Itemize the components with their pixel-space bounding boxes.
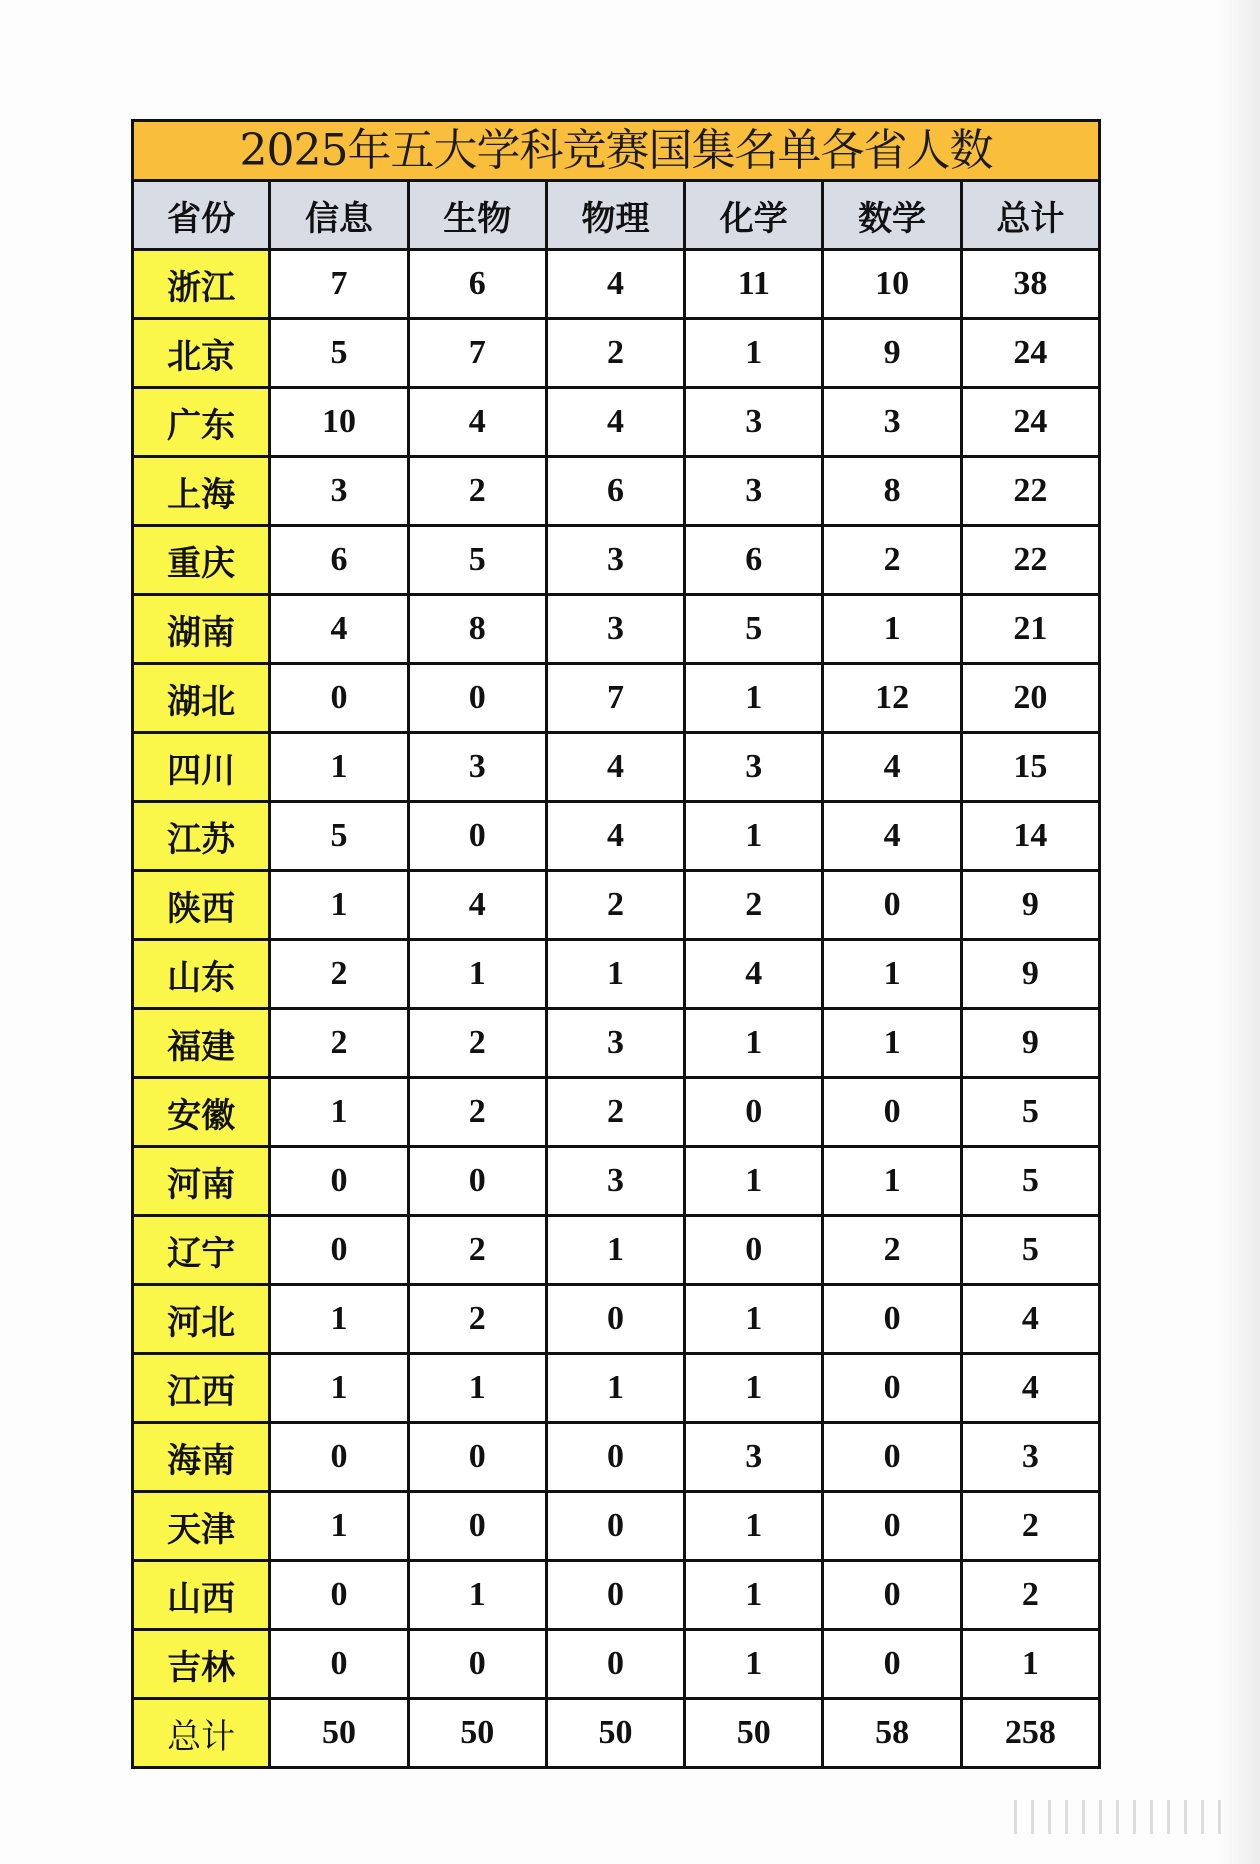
count-cell: 0 [407, 1148, 545, 1214]
count-cell: 4 [821, 734, 959, 800]
count-cell: 2 [407, 1217, 545, 1283]
count-cell: 1 [683, 1631, 821, 1697]
count-cell: 0 [407, 1493, 545, 1559]
province-cell: 海南 [134, 1424, 268, 1490]
count-cell: 6 [545, 458, 683, 524]
count-cell: 0 [407, 1631, 545, 1697]
count-cell: 3 [545, 596, 683, 662]
count-cell: 3 [407, 734, 545, 800]
count-cell: 3 [960, 1424, 1098, 1490]
count-cell: 2 [407, 1286, 545, 1352]
count-cell: 2 [268, 1010, 406, 1076]
province-cell: 山东 [134, 941, 268, 1007]
total-cell: 50 [407, 1700, 545, 1766]
count-cell: 11 [683, 251, 821, 317]
count-cell: 0 [268, 1217, 406, 1283]
table-row [134, 1079, 1098, 1148]
count-cell: 3 [545, 527, 683, 593]
count-cell: 1 [545, 1355, 683, 1421]
header-cell: 省份 [134, 182, 268, 248]
count-cell: 1 [821, 1010, 959, 1076]
province-cell: 上海 [134, 458, 268, 524]
table-row [134, 1631, 1098, 1700]
count-cell: 2 [407, 1010, 545, 1076]
count-cell: 1 [268, 1355, 406, 1421]
count-cell: 8 [407, 596, 545, 662]
count-cell: 1 [268, 872, 406, 938]
count-cell: 2 [960, 1562, 1098, 1628]
count-cell: 9 [821, 320, 959, 386]
count-cell: 2 [545, 1079, 683, 1145]
count-cell: 4 [407, 389, 545, 455]
count-cell: 3 [545, 1148, 683, 1214]
count-cell: 4 [268, 596, 406, 662]
count-cell: 24 [960, 320, 1098, 386]
count-cell: 4 [683, 941, 821, 1007]
count-cell: 4 [545, 734, 683, 800]
count-cell: 5 [407, 527, 545, 593]
province-cell: 广东 [134, 389, 268, 455]
count-cell: 1 [683, 665, 821, 731]
count-cell: 1 [683, 320, 821, 386]
province-cell: 福建 [134, 1010, 268, 1076]
count-cell: 7 [268, 251, 406, 317]
province-cell: 天津 [134, 1493, 268, 1559]
table-row [134, 458, 1098, 527]
table-row [134, 1493, 1098, 1562]
count-cell: 20 [960, 665, 1098, 731]
count-cell: 2 [683, 872, 821, 938]
count-cell: 0 [407, 803, 545, 869]
watermark [1000, 1800, 1230, 1834]
header-cell: 信息 [268, 182, 406, 248]
count-cell: 5 [268, 320, 406, 386]
count-cell: 0 [545, 1286, 683, 1352]
count-cell: 1 [268, 1493, 406, 1559]
header-cell: 总计 [960, 182, 1098, 248]
total-cell: 58 [821, 1700, 959, 1766]
count-cell: 9 [960, 941, 1098, 1007]
table-row [134, 665, 1098, 734]
count-cell: 0 [821, 1493, 959, 1559]
province-cell: 辽宁 [134, 1217, 268, 1283]
count-cell: 0 [545, 1493, 683, 1559]
count-cell: 10 [821, 251, 959, 317]
count-cell: 2 [960, 1493, 1098, 1559]
province-cell: 安徽 [134, 1079, 268, 1145]
province-cell: 山西 [134, 1562, 268, 1628]
count-cell: 1 [683, 1286, 821, 1352]
count-cell: 7 [407, 320, 545, 386]
count-cell: 0 [545, 1631, 683, 1697]
province-cell: 河北 [134, 1286, 268, 1352]
count-cell: 15 [960, 734, 1098, 800]
count-cell: 4 [960, 1355, 1098, 1421]
count-cell: 6 [268, 527, 406, 593]
count-cell: 1 [268, 1079, 406, 1145]
count-cell: 0 [683, 1079, 821, 1145]
header-cell: 生物 [407, 182, 545, 248]
count-cell: 1 [268, 734, 406, 800]
count-cell: 1 [683, 1148, 821, 1214]
count-cell: 0 [821, 872, 959, 938]
count-cell: 6 [683, 527, 821, 593]
count-cell: 4 [545, 251, 683, 317]
count-cell: 9 [960, 872, 1098, 938]
count-cell: 1 [268, 1286, 406, 1352]
count-cell: 0 [821, 1631, 959, 1697]
count-cell: 2 [821, 1217, 959, 1283]
count-cell: 3 [683, 458, 821, 524]
count-cell: 1 [407, 1355, 545, 1421]
table-title: 2025年五大学科竞赛国集名单各省人数 [134, 122, 1098, 182]
count-cell: 1 [960, 1631, 1098, 1697]
table-row [134, 941, 1098, 1010]
count-cell: 12 [821, 665, 959, 731]
count-cell: 0 [268, 1424, 406, 1490]
header-cell: 物理 [545, 182, 683, 248]
table-row [134, 1562, 1098, 1631]
count-cell: 0 [821, 1424, 959, 1490]
totals-label: 总计 [134, 1700, 268, 1766]
count-cell: 0 [268, 1148, 406, 1214]
count-cell: 0 [821, 1079, 959, 1145]
count-cell: 2 [545, 872, 683, 938]
count-cell: 6 [407, 251, 545, 317]
count-cell: 24 [960, 389, 1098, 455]
count-cell: 0 [821, 1286, 959, 1352]
count-cell: 8 [821, 458, 959, 524]
count-cell: 1 [545, 1217, 683, 1283]
count-cell: 14 [960, 803, 1098, 869]
province-cell: 浙江 [134, 251, 268, 317]
table-row [134, 1424, 1098, 1493]
count-cell: 0 [545, 1562, 683, 1628]
count-cell: 4 [821, 803, 959, 869]
count-cell: 3 [683, 734, 821, 800]
count-cell: 1 [821, 596, 959, 662]
province-cell: 重庆 [134, 527, 268, 593]
count-cell: 4 [407, 872, 545, 938]
count-cell: 3 [821, 389, 959, 455]
count-cell: 1 [407, 1562, 545, 1628]
province-cell: 吉林 [134, 1631, 268, 1697]
province-cell: 江苏 [134, 803, 268, 869]
count-cell: 5 [960, 1148, 1098, 1214]
table-row [134, 1148, 1098, 1217]
count-cell: 3 [683, 1424, 821, 1490]
table-row [134, 389, 1098, 458]
table-row [134, 320, 1098, 389]
page-edge-shadow [1220, 0, 1260, 1864]
province-cell: 湖北 [134, 665, 268, 731]
count-cell: 4 [960, 1286, 1098, 1352]
province-cell: 陕西 [134, 872, 268, 938]
table-row [134, 1286, 1098, 1355]
count-cell: 0 [268, 1562, 406, 1628]
count-cell: 3 [683, 389, 821, 455]
count-cell: 0 [268, 1631, 406, 1697]
count-cell: 1 [683, 1355, 821, 1421]
count-cell: 22 [960, 458, 1098, 524]
total-cell: 258 [960, 1700, 1098, 1766]
count-cell: 0 [821, 1355, 959, 1421]
count-cell: 1 [683, 803, 821, 869]
header-row [134, 182, 1098, 251]
count-cell: 2 [545, 320, 683, 386]
count-cell: 5 [960, 1217, 1098, 1283]
table-row [134, 527, 1098, 596]
total-cell: 50 [683, 1700, 821, 1766]
count-cell: 1 [407, 941, 545, 1007]
province-cell: 北京 [134, 320, 268, 386]
count-cell: 1 [821, 1148, 959, 1214]
table-row [134, 1010, 1098, 1079]
count-cell: 0 [268, 665, 406, 731]
count-cell: 0 [407, 1424, 545, 1490]
province-cell: 江西 [134, 1355, 268, 1421]
count-cell: 4 [545, 803, 683, 869]
count-cell: 5 [683, 596, 821, 662]
count-cell: 1 [821, 941, 959, 1007]
table-row [134, 1355, 1098, 1424]
count-cell: 2 [407, 458, 545, 524]
table-row [134, 596, 1098, 665]
count-cell: 0 [407, 665, 545, 731]
count-cell: 3 [268, 458, 406, 524]
count-cell: 3 [545, 1010, 683, 1076]
header-cell: 化学 [683, 182, 821, 248]
count-cell: 5 [268, 803, 406, 869]
table-row [134, 803, 1098, 872]
total-cell: 50 [545, 1700, 683, 1766]
table-row [134, 251, 1098, 320]
count-cell: 2 [268, 941, 406, 1007]
total-cell: 50 [268, 1700, 406, 1766]
header-cell: 数学 [821, 182, 959, 248]
count-cell: 2 [407, 1079, 545, 1145]
table-row [134, 872, 1098, 941]
province-cell: 四川 [134, 734, 268, 800]
province-cell: 湖南 [134, 596, 268, 662]
count-cell: 1 [545, 941, 683, 1007]
count-cell: 0 [821, 1562, 959, 1628]
count-cell: 1 [683, 1493, 821, 1559]
count-cell: 10 [268, 389, 406, 455]
count-cell: 22 [960, 527, 1098, 593]
table-row [134, 734, 1098, 803]
count-cell: 7 [545, 665, 683, 731]
count-cell: 21 [960, 596, 1098, 662]
count-cell: 4 [545, 389, 683, 455]
count-cell: 0 [683, 1217, 821, 1283]
totals-row [134, 1700, 1098, 1766]
count-cell: 1 [683, 1562, 821, 1628]
count-cell: 0 [545, 1424, 683, 1490]
count-cell: 5 [960, 1079, 1098, 1145]
table-row [134, 1217, 1098, 1286]
province-count-table [131, 119, 1101, 1769]
count-cell: 2 [821, 527, 959, 593]
count-cell: 9 [960, 1010, 1098, 1076]
province-cell: 河南 [134, 1148, 268, 1214]
count-cell: 1 [683, 1010, 821, 1076]
count-cell: 38 [960, 251, 1098, 317]
